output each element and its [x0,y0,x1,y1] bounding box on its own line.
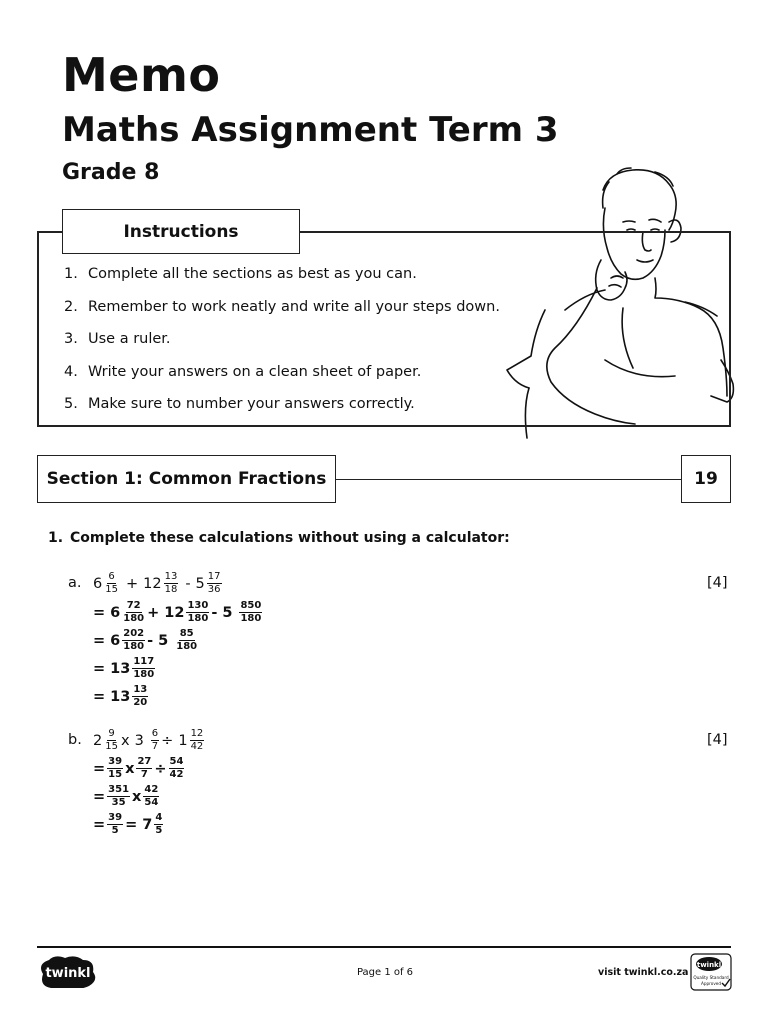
instruction-item [64,364,500,397]
svg-text:Approved: Approved [700,981,722,986]
svg-text:twinkl: twinkl [696,961,722,969]
section-title: Section 1: Common Fractions [37,455,336,503]
twinkl-logo [37,956,99,988]
instructions-list [64,266,500,429]
part-b-step-3: = $\frac{39}{5}$ = 7 $\frac{4}{5}$ [93,812,163,836]
instruction-number: 2. [64,298,78,315]
section-total-marks: 19 [681,455,731,503]
part-b-problem: 2 $\frac{9}{15}$ x 3 $\frac{6}{7}$ ÷ 1 $\frac{12}{42}$ [93,728,204,752]
part-a-step-4: = 13 $\frac{13}{20}$ [93,684,148,708]
section-divider [336,479,681,480]
question-number: 1. [48,530,64,546]
instructions-heading: Instructions [62,209,300,254]
footer-divider [37,946,731,948]
instruction-text: Complete all the sections as best as you can. [88,266,417,282]
page-title: Memo [62,48,221,102]
part-b-step-2: = $\frac{351}{35}$ x $\frac{42}{54}$ [93,784,159,808]
operator: + [125,575,139,592]
instruction-item [64,299,500,332]
svg-text:twinkl: twinkl [45,966,91,981]
instruction-item [64,396,500,429]
document-title: Maths Assignment Term 3 [62,110,559,150]
instruction-text: Make sure to number your answers correctly. [88,396,415,412]
instruction-text: Write your answers on a clean sheet of paper. [88,363,422,380]
fraction: $\frac{17}{36}$ [207,571,221,595]
website-link[interactable]: visit twinkl.co.za [598,967,689,978]
svg-text:Quality Standard: Quality Standard [693,975,729,980]
instruction-number: 5. [64,396,78,412]
fraction: $\frac{13}{18}$ [164,571,178,595]
operator: - [185,575,191,592]
part-a-step-3: = 13 $\frac{117}{180}$ [93,656,155,680]
part-a-marks: [4] [707,575,728,591]
whole-number: 12 [143,575,162,592]
question-1 [48,530,510,546]
question-text: Complete these calculations without using a calculator: [70,530,510,546]
quality-badge-icon [690,953,732,991]
whole-number: 5 [195,575,205,592]
part-b-marks: [4] [707,732,728,748]
instruction-item [64,331,500,364]
instruction-item [64,266,500,299]
grade-label: Grade 8 [62,160,160,185]
part-b-label: b. [68,732,82,748]
whole-number: 6 [93,575,103,592]
instruction-number: 3. [64,331,78,347]
part-a-label: a. [68,575,82,591]
part-b-step-1: = $\frac{39}{15}$ x $\frac{27}{7}$ ÷ $\frac{54}{42}$ [93,756,184,780]
part-a-step-1: = 6 $\frac{72}{180}$ + 12 $\frac{130}{180}$ - 5 $\frac{850}{180}$ [93,600,262,624]
part-a-step-2: = 6 $\frac{202}{180}$ - 5 $\frac{85}{180}$ [93,628,198,652]
fraction: $\frac{6}{15}$ [105,571,118,595]
instruction-number: 1. [64,266,78,282]
instruction-text: Use a ruler. [88,331,171,347]
instruction-number: 4. [64,363,78,380]
page-number: Page 1 of 6 [356,967,414,978]
part-a-problem [93,572,224,595]
instruction-text: Remember to work neatly and write all your steps down. [88,298,500,315]
